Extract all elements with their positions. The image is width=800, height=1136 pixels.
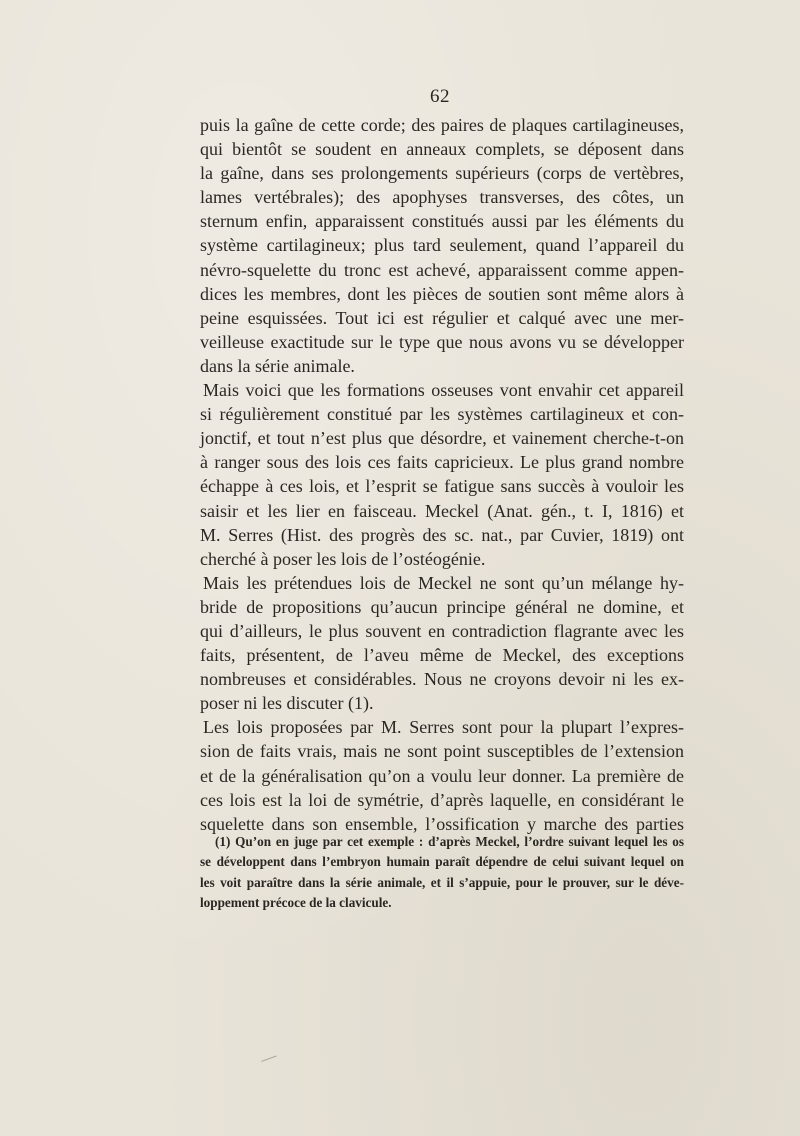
body-line: à ranger sous des lois ces faits capricieux. Le plus grand nombre xyxy=(200,452,684,473)
body-line: puis la gaîne de cette corde; des paires de plaques cartilagineuses, xyxy=(200,115,684,135)
body-line: qui bientôt se soudent en anneaux complets, se déposent dans xyxy=(200,139,684,160)
body-line: la gaîne, dans ses prolongements supérieurs (corps de vertèbres, xyxy=(200,163,684,184)
body-line: peine esquissées. Tout ici est régulier et calqué avec une mer- xyxy=(200,307,684,328)
body-line: sion de faits vrais, mais ne sont point susceptibles de l’extension xyxy=(200,741,684,762)
body-line: poser ni les discuter (1). xyxy=(200,693,374,714)
body-line: ces lois est la loi de symétrie, d’après laquelle, en considérant le xyxy=(200,789,684,810)
body-line: et de la généralisation qu’on a voulu leur donner. La première de xyxy=(200,765,684,786)
body-line: lames vertébrales); des apophyses transverses, des côtes, un xyxy=(200,187,684,208)
body-line: veilleuse exactitude sur le type que nous avons vu se développer xyxy=(200,331,684,352)
body-line: faits, présentent, de l’aveu même de Meckel, des exceptions xyxy=(200,645,684,666)
footnote-line: (1) Qu’on en juge par cet exemple : d’après Meckel, l’ordre suivant lequel les os xyxy=(215,834,684,849)
body-line: Mais voici que les formations osseuses vont envahir cet appareil xyxy=(203,380,684,401)
body-line: jonctif, et tout n’est plus que désordre, et vainement cherche-t-on xyxy=(200,428,684,449)
body-line: dices les membres, dont les pièces de soutien sont même alors à xyxy=(200,283,684,304)
footnote-line: loppement précoce de la clavicule. xyxy=(200,894,392,910)
body-line: saisir et les lier en faisceau. Meckel (Anat. gén., t. I, 1816) et xyxy=(200,500,684,521)
body-text xyxy=(200,113,684,836)
body-line: Les lois proposées par M. Serres sont pour la plupart l’expres- xyxy=(203,717,684,738)
body-line: squelette dans son ensemble, l’ossification y marche des parties xyxy=(200,813,684,834)
body-line: M. Serres (Hist. des progrès des sc. nat., par Cuvier, 1819) ont xyxy=(200,524,684,545)
body-line: Mais les prétendues lois de Meckel ne sont qu’un mélange hy- xyxy=(203,572,684,593)
body-line: cherché à poser les lois de l’ostéogénie. xyxy=(200,548,486,569)
body-line: névro-squelette du tronc est achevé, apparaissent comme appen- xyxy=(200,259,684,280)
page-number: 62 xyxy=(430,86,450,107)
body-line: nombreuses et considérables. Nous ne croyons devoir ni les ex- xyxy=(200,669,684,690)
footnote xyxy=(200,832,684,913)
body-line: système cartilagineux; plus tard seulement, quand l’appareil du xyxy=(200,235,684,256)
body-line: qui d’ailleurs, le plus souvent en contradiction flagrante avec les xyxy=(200,620,684,641)
body-line: échappe à ces lois, et l’esprit se fatigue sans succès à vouloir les xyxy=(200,476,684,497)
body-line: bride de propositions qu’aucun principe général ne domine, et xyxy=(200,596,684,617)
footnote-line: se développent dans l’embryon humain paraît dépendre de celui suivant lequel on xyxy=(200,854,684,870)
body-line: dans la série animale. xyxy=(200,355,355,376)
body-line: sternum enfin, apparaissent constitués aussi par les éléments du xyxy=(200,211,684,232)
body-line: si régulièrement constitué par les systèmes cartilagineux et con- xyxy=(200,404,684,425)
footnote-line: les voit paraître dans la série animale, et il s’appuie, pour le prouver, sur le déve- xyxy=(200,874,684,890)
paper-mark xyxy=(261,1055,278,1067)
